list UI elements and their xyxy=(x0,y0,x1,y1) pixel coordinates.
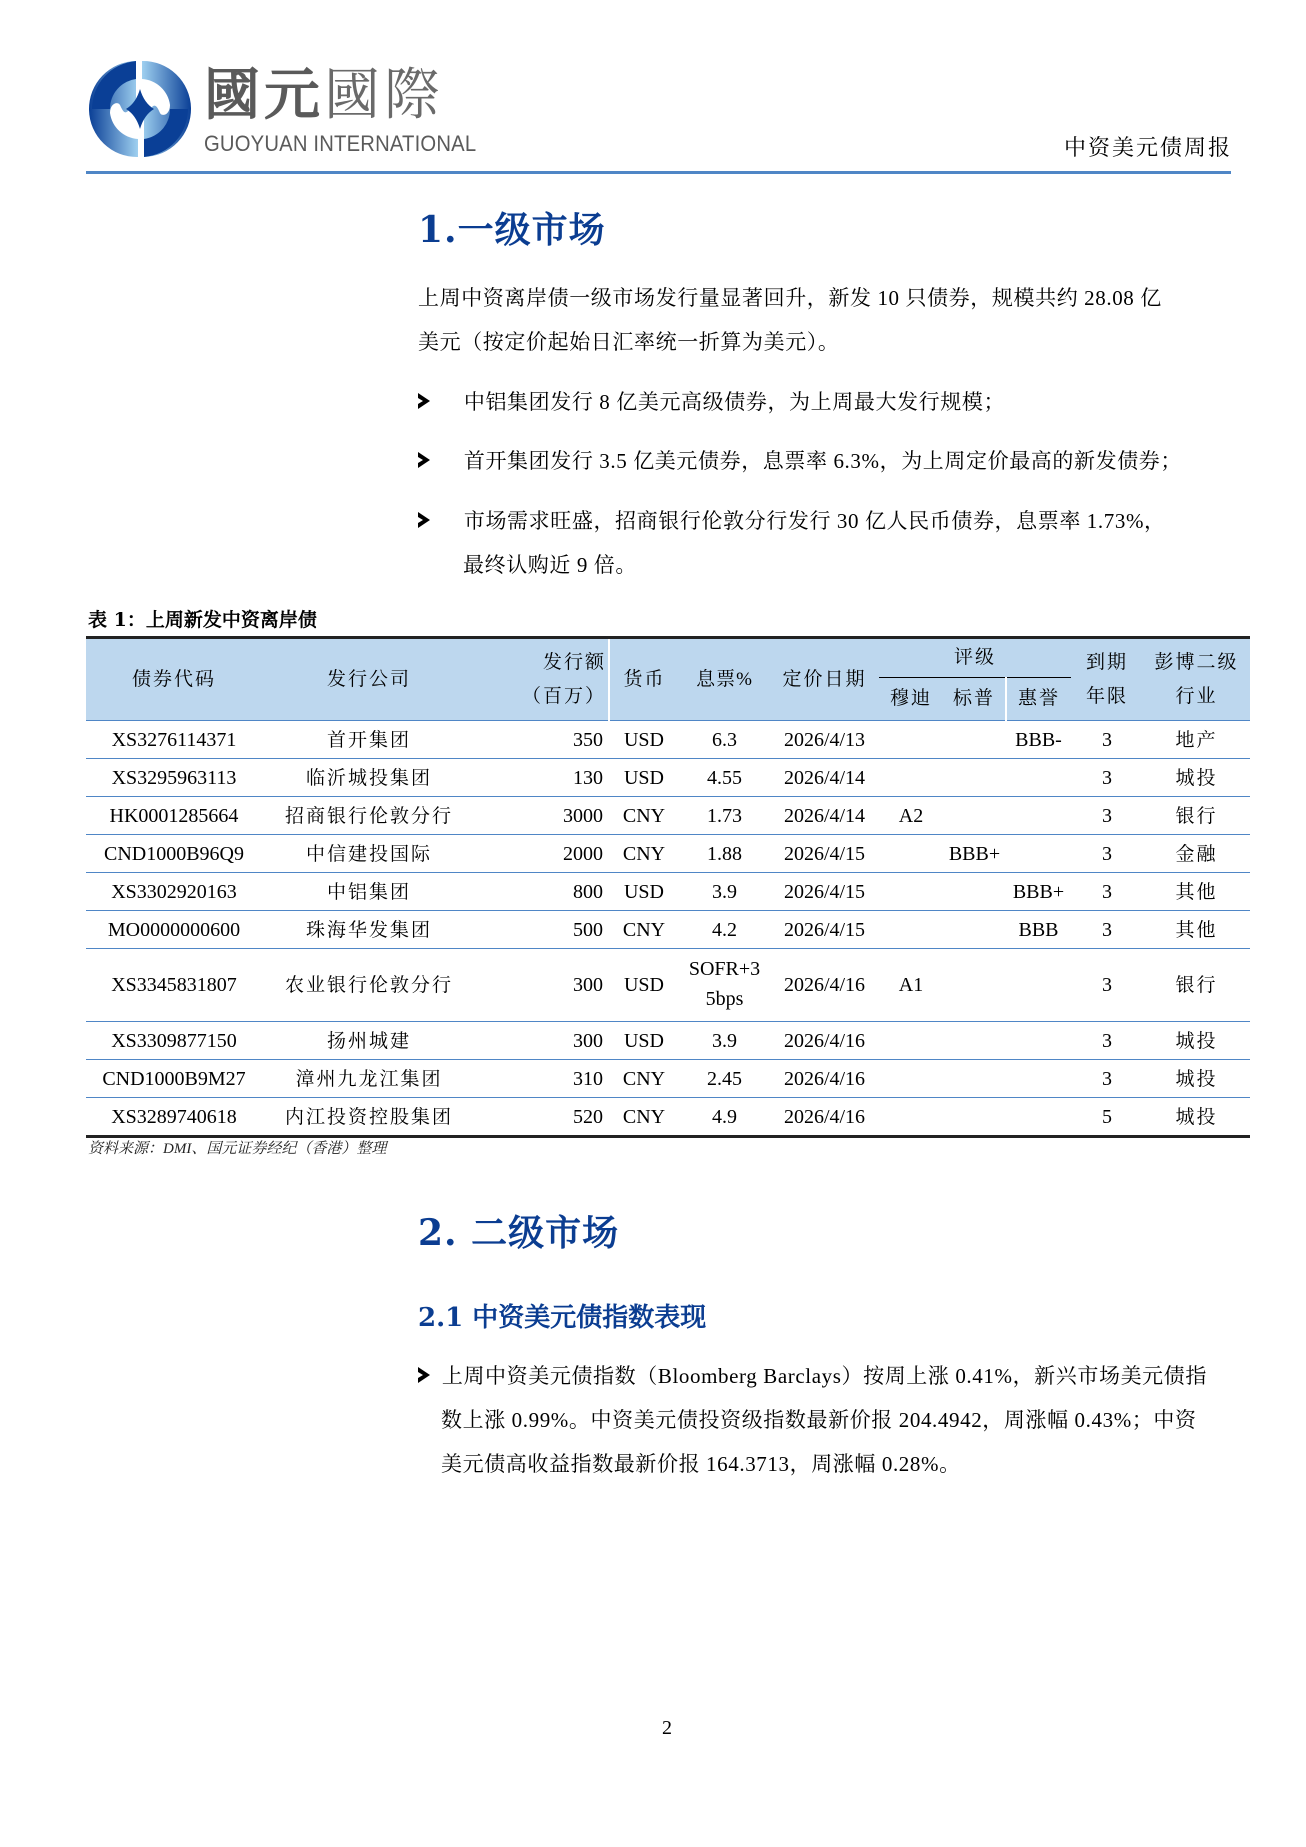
cell-currency: USD xyxy=(609,949,679,1022)
table-row xyxy=(86,759,1250,797)
cell-coupon-line2: 5bps xyxy=(705,987,744,1010)
cell-amount: 500 xyxy=(476,911,609,949)
cell-currency: USD xyxy=(609,759,679,797)
cell-coupon: 4.55 xyxy=(679,759,770,797)
cell-amount: 300 xyxy=(476,949,609,1022)
section-1-heading: 1.一级市场 xyxy=(418,209,606,251)
header-industry-line2: 行业 xyxy=(1175,685,1218,707)
brand-name-cn xyxy=(204,63,444,128)
header-industry xyxy=(1143,638,1250,721)
cell-industry: 城投 xyxy=(1143,1022,1250,1060)
header-rating: 评级 xyxy=(879,638,1071,678)
cell-moodys: A2 xyxy=(879,797,943,835)
cell-code: XS3302920163 xyxy=(86,873,262,911)
cell-tenor: 3 xyxy=(1071,1060,1143,1098)
cell-code: XS3276114371 xyxy=(86,721,262,759)
cell-amount: 3000 xyxy=(476,797,609,835)
table-row xyxy=(86,911,1250,949)
table-source-note: 资料来源：DMI、国元证券经纪（香港）整理 xyxy=(88,1141,387,1157)
cell-date: 2026/4/15 xyxy=(770,835,879,873)
cell-sp: BBB+ xyxy=(943,835,1006,873)
header-code: 债券代码 xyxy=(86,638,262,721)
cell-moodys xyxy=(879,873,943,911)
bullet-text: 市场需求旺盛，招商银行伦敦分行发行 30 亿人民币债券，息票率 1.73%， xyxy=(463,509,1166,533)
header-fitch: 惠誉 xyxy=(1006,678,1071,721)
cell-coupon-line1: SOFR+3 xyxy=(688,957,761,980)
cell-issuer: 漳州九龙江集团 xyxy=(262,1060,476,1098)
cell-sp xyxy=(943,911,1006,949)
cell-sp xyxy=(943,1098,1006,1137)
cell-moodys xyxy=(879,721,943,759)
bullet-item xyxy=(418,499,1166,543)
brand-name-en: GUOYUAN INTERNATIONAL xyxy=(204,131,477,156)
cell-issuer: 珠海华发集团 xyxy=(262,911,476,949)
cell-date: 2026/4/15 xyxy=(770,873,879,911)
arrow-bullet-icon xyxy=(418,1367,430,1383)
page-number: 2 xyxy=(662,1717,672,1739)
cell-date: 2026/4/16 xyxy=(770,1098,879,1137)
cell-code: MO0000000600 xyxy=(86,911,262,949)
cell-sp xyxy=(943,873,1006,911)
cell-industry: 城投 xyxy=(1143,1098,1250,1137)
cell-issuer: 临沂城投集团 xyxy=(262,759,476,797)
cell-currency: CNY xyxy=(609,835,679,873)
cell-issuer: 中信建投国际 xyxy=(262,835,476,873)
cell-issuer: 农业银行伦敦分行 xyxy=(262,949,476,1022)
cell-industry: 地产 xyxy=(1143,721,1250,759)
table-row xyxy=(86,835,1250,873)
cell-date: 2026/4/16 xyxy=(770,949,879,1022)
arrow-bullet-icon xyxy=(418,393,430,409)
cell-issuer: 招商银行伦敦分行 xyxy=(262,797,476,835)
cell-currency: CNY xyxy=(609,797,679,835)
cell-currency: CNY xyxy=(609,1060,679,1098)
cell-currency: CNY xyxy=(609,1098,679,1137)
cell-fitch xyxy=(1006,1098,1071,1137)
header-divider xyxy=(86,171,1231,174)
cell-coupon: 3.9 xyxy=(679,873,770,911)
cell-coupon: 6.3 xyxy=(679,721,770,759)
cell-fitch xyxy=(1006,949,1071,1022)
cell-tenor: 3 xyxy=(1071,721,1143,759)
header-currency: 货币 xyxy=(609,638,679,721)
brand-cn-light: 國際 xyxy=(324,63,444,128)
cell-code: CND1000B9M27 xyxy=(86,1060,262,1098)
cell-issuer: 扬州城建 xyxy=(262,1022,476,1060)
cell-sp xyxy=(943,1022,1006,1060)
cell-industry: 金融 xyxy=(1143,835,1250,873)
cell-industry: 银行 xyxy=(1143,949,1250,1022)
cell-date: 2026/4/16 xyxy=(770,1022,879,1060)
table-row xyxy=(86,797,1250,835)
header-amount-line2: （百万） xyxy=(521,685,606,707)
cell-industry: 银行 xyxy=(1143,797,1250,835)
cell-code: XS3289740618 xyxy=(86,1098,262,1137)
cell-moodys xyxy=(879,835,943,873)
section-2-heading: 2. 二级市场 xyxy=(418,1212,620,1254)
cell-tenor: 3 xyxy=(1071,797,1143,835)
cell-currency: CNY xyxy=(609,911,679,949)
cell-tenor: 3 xyxy=(1071,1022,1143,1060)
cell-tenor: 3 xyxy=(1071,835,1143,873)
section-2-1-heading: 2.1 中资美元债指数表现 xyxy=(418,1303,707,1333)
report-title: 中资美元债周报 xyxy=(1063,135,1232,160)
cell-moodys xyxy=(879,1060,943,1098)
table-row xyxy=(86,949,1250,1022)
cell-date: 2026/4/15 xyxy=(770,911,879,949)
cell-issuer: 首开集团 xyxy=(262,721,476,759)
cell-code: XS3309877150 xyxy=(86,1022,262,1060)
cell-amount: 130 xyxy=(476,759,609,797)
cell-tenor: 3 xyxy=(1071,949,1143,1022)
cell-moodys: A1 xyxy=(879,949,943,1022)
cell-amount: 350 xyxy=(476,721,609,759)
cell-currency: USD xyxy=(609,1022,679,1060)
cell-issuer: 内江投资控股集团 xyxy=(262,1098,476,1137)
header-tenor-line1: 到期 xyxy=(1085,651,1128,673)
cell-coupon: 1.88 xyxy=(679,835,770,873)
cell-sp xyxy=(943,949,1006,1022)
cell-fitch xyxy=(1006,759,1071,797)
arrow-bullet-icon xyxy=(418,512,430,528)
cell-sp xyxy=(943,721,1006,759)
cell-moodys xyxy=(879,1022,943,1060)
cell-fitch: BBB xyxy=(1006,911,1071,949)
header-tenor-line2: 年限 xyxy=(1085,685,1128,707)
bullet-item xyxy=(418,380,1005,424)
cell-coupon xyxy=(679,949,770,1022)
cell-coupon: 4.9 xyxy=(679,1098,770,1137)
header-tenor xyxy=(1071,638,1143,721)
cell-fitch: BBB- xyxy=(1006,721,1071,759)
cell-amount: 800 xyxy=(476,873,609,911)
cell-sp xyxy=(943,797,1006,835)
cell-fitch xyxy=(1006,835,1071,873)
brand-cn-bold: 國元 xyxy=(204,63,324,128)
cell-moodys xyxy=(879,911,943,949)
guoyuan-logo-icon xyxy=(88,57,192,161)
cell-industry: 其他 xyxy=(1143,911,1250,949)
cell-coupon: 4.2 xyxy=(679,911,770,949)
cell-industry: 其他 xyxy=(1143,873,1250,911)
cell-industry: 城投 xyxy=(1143,759,1250,797)
cell-moodys xyxy=(879,1098,943,1137)
cell-amount: 300 xyxy=(476,1022,609,1060)
cell-coupon: 3.9 xyxy=(679,1022,770,1060)
bullet-text: 中铝集团发行 8 亿美元高级债券，为上周最大发行规模； xyxy=(463,390,1006,414)
section-1-intro-line-1: 上周中资离岸债一级市场发行量显著回升，新发 10 只债券，规模共约 28.08 亿 xyxy=(418,286,1162,310)
cell-tenor: 3 xyxy=(1071,911,1143,949)
cell-date: 2026/4/13 xyxy=(770,721,879,759)
cell-sp xyxy=(943,1060,1006,1098)
cell-code: XS3295963113 xyxy=(86,759,262,797)
cell-issuer: 中铝集团 xyxy=(262,873,476,911)
bullet-text: 首开集团发行 3.5 亿美元债券，息票率 6.3%，为上周定价最高的新发债券； xyxy=(463,449,1182,473)
table-row xyxy=(86,873,1250,911)
table-row xyxy=(86,721,1250,759)
cell-amount: 520 xyxy=(476,1098,609,1137)
cell-tenor: 5 xyxy=(1071,1098,1143,1137)
cell-moodys xyxy=(879,759,943,797)
cell-code: HK0001285664 xyxy=(86,797,262,835)
cell-fitch xyxy=(1006,1060,1071,1098)
header-industry-line1: 彭博二级 xyxy=(1154,651,1239,673)
cell-currency: USD xyxy=(609,721,679,759)
cell-fitch xyxy=(1006,797,1071,835)
cell-coupon: 2.45 xyxy=(679,1060,770,1098)
bullet-text-continued: 最终认购近 9 倍。 xyxy=(463,553,637,577)
cell-date: 2026/4/14 xyxy=(770,797,879,835)
cell-industry: 城投 xyxy=(1143,1060,1250,1098)
section-1-intro-line-2: 美元（按定价起始日汇率统一折算为美元）。 xyxy=(418,330,840,354)
arrow-bullet-icon xyxy=(418,452,430,468)
cell-code: XS3345831807 xyxy=(86,949,262,1022)
header-pricing-date: 定价日期 xyxy=(770,638,879,721)
table-row xyxy=(86,1060,1250,1098)
table-caption: 表 1：上周新发中资离岸债 xyxy=(88,609,317,631)
cell-date: 2026/4/16 xyxy=(770,1060,879,1098)
header-sp: 标普 xyxy=(943,678,1006,721)
cell-code: CND1000B96Q9 xyxy=(86,835,262,873)
cell-amount: 310 xyxy=(476,1060,609,1098)
bullet-text-continued: 美元债高收益指数最新价报 164.3713，周涨幅 0.28%。 xyxy=(441,1452,961,1476)
header-amount xyxy=(476,638,609,721)
header-coupon: 息票% xyxy=(679,638,770,721)
table-row xyxy=(86,1098,1250,1137)
table-row xyxy=(86,1022,1250,1060)
bullet-text: 上周中资美元债指数（Bloomberg Barclays）按周上涨 0.41%，新兴市场美元债指 xyxy=(441,1364,1207,1388)
cell-currency: USD xyxy=(609,873,679,911)
cell-amount: 2000 xyxy=(476,835,609,873)
bullet-item xyxy=(418,439,1182,483)
cell-coupon: 1.73 xyxy=(679,797,770,835)
bullet-item xyxy=(418,1354,1207,1398)
bullet-text-continued: 数上涨 0.99%。中资美元债投资级指数最新价报 204.4942，周涨幅 0.43%；中资 xyxy=(441,1408,1197,1432)
header-moodys: 穆迪 xyxy=(879,678,943,721)
cell-date: 2026/4/14 xyxy=(770,759,879,797)
cell-fitch: BBB+ xyxy=(1006,873,1071,911)
cell-tenor: 3 xyxy=(1071,759,1143,797)
cell-fitch xyxy=(1006,1022,1071,1060)
cell-tenor: 3 xyxy=(1071,873,1143,911)
cell-sp xyxy=(943,759,1006,797)
new-issues-table xyxy=(86,636,1250,1138)
header-amount-line1: 发行额 xyxy=(542,651,606,673)
header-issuer: 发行公司 xyxy=(262,638,476,721)
